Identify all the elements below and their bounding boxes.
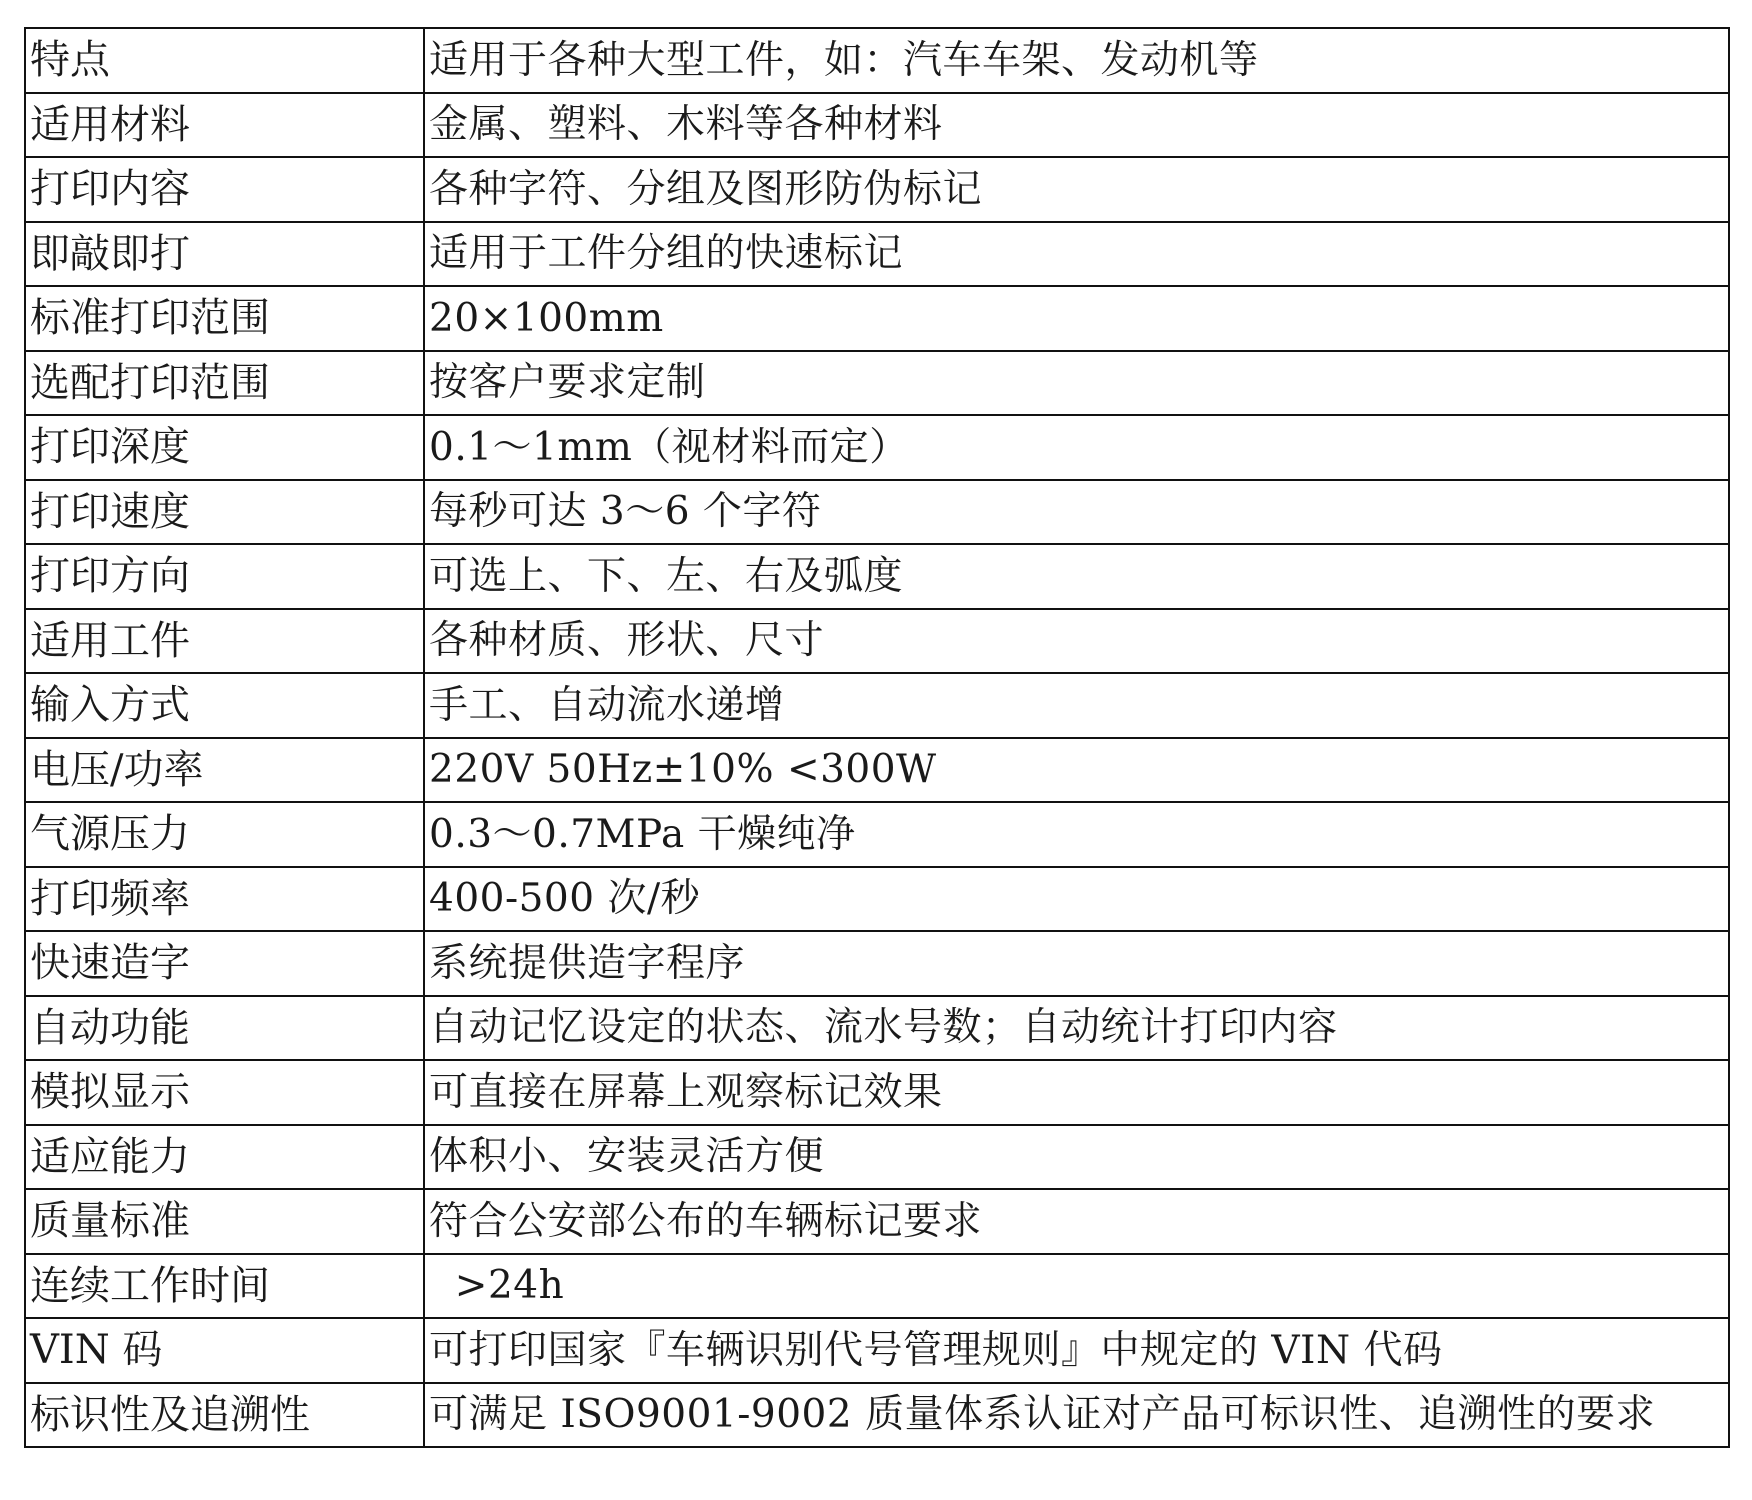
table-row xyxy=(25,802,1729,867)
spec-label: 打印频率 xyxy=(25,867,424,932)
spec-label: 标准打印范围 xyxy=(25,286,424,351)
table-row xyxy=(25,480,1729,545)
spec-label: 电压/功率 xyxy=(25,738,424,803)
spec-value: 适用于各种大型工件，如：汽车车架、发动机等 xyxy=(424,28,1729,93)
table-row xyxy=(25,1318,1729,1383)
spec-value: 可选上、下、左、右及弧度 xyxy=(424,544,1729,609)
table-row xyxy=(25,415,1729,480)
spec-label: 快速造字 xyxy=(25,931,424,996)
spec-label: 连续工作时间 xyxy=(25,1254,424,1319)
spec-label: 打印方向 xyxy=(25,544,424,609)
spec-label: 气源压力 xyxy=(25,802,424,867)
table-row xyxy=(25,1125,1729,1190)
table-row xyxy=(25,673,1729,738)
table-row xyxy=(25,544,1729,609)
spec-value: 220V 50Hz±10% <300W xyxy=(424,738,1729,803)
spec-label: 适应能力 xyxy=(25,1125,424,1190)
table-row xyxy=(25,1189,1729,1254)
table-row xyxy=(25,157,1729,222)
spec-value: 符合公安部公布的车辆标记要求 xyxy=(424,1189,1729,1254)
spec-value: 体积小、安装灵活方便 xyxy=(424,1125,1729,1190)
spec-table-body xyxy=(25,28,1729,1447)
spec-label: 质量标准 xyxy=(25,1189,424,1254)
spec-value: 各种字符、分组及图形防伪标记 xyxy=(424,157,1729,222)
table-row xyxy=(25,28,1729,93)
table-row xyxy=(25,1254,1729,1319)
table-row xyxy=(25,996,1729,1061)
spec-value: 系统提供造字程序 xyxy=(424,931,1729,996)
table-row xyxy=(25,1060,1729,1125)
spec-value: 0.3～0.7MPa 干燥纯净 xyxy=(424,802,1729,867)
spec-value: 自动记忆设定的状态、流水号数；自动统计打印内容 xyxy=(424,996,1729,1061)
table-row xyxy=(25,351,1729,416)
table-row xyxy=(25,738,1729,803)
table-row xyxy=(25,1383,1729,1448)
spec-label: 自动功能 xyxy=(25,996,424,1061)
table-row xyxy=(25,609,1729,674)
spec-label: 即敲即打 xyxy=(25,222,424,287)
spec-value: 金属、塑料、木料等各种材料 xyxy=(424,93,1729,158)
table-row xyxy=(25,931,1729,996)
spec-value: 可直接在屏幕上观察标记效果 xyxy=(424,1060,1729,1125)
table-row xyxy=(25,867,1729,932)
spec-label: VIN 码 xyxy=(25,1318,424,1383)
spec-value: 400-500 次/秒 xyxy=(424,867,1729,932)
spec-label: 选配打印范围 xyxy=(25,351,424,416)
spec-value: 20×100mm xyxy=(424,286,1729,351)
table-row xyxy=(25,93,1729,158)
spec-value: >24h xyxy=(424,1254,1729,1319)
spec-label: 适用材料 xyxy=(25,93,424,158)
spec-label: 适用工件 xyxy=(25,609,424,674)
spec-label: 打印深度 xyxy=(25,415,424,480)
spec-label: 特点 xyxy=(25,28,424,93)
table-row xyxy=(25,286,1729,351)
spec-label: 打印内容 xyxy=(25,157,424,222)
spec-value: 每秒可达 3～6 个字符 xyxy=(424,480,1729,545)
table-row xyxy=(25,222,1729,287)
spec-value: 可满足 ISO9001-9002 质量体系认证对产品可标识性、追溯性的要求 xyxy=(424,1383,1729,1448)
spec-table xyxy=(24,27,1730,1448)
spec-label: 输入方式 xyxy=(25,673,424,738)
spec-label: 模拟显示 xyxy=(25,1060,424,1125)
spec-value: 适用于工件分组的快速标记 xyxy=(424,222,1729,287)
spec-value: 按客户要求定制 xyxy=(424,351,1729,416)
spec-label: 标识性及追溯性 xyxy=(25,1383,424,1448)
spec-label: 打印速度 xyxy=(25,480,424,545)
spec-value: 可打印国家『车辆识别代号管理规则』中规定的 VIN 代码 xyxy=(424,1318,1729,1383)
spec-value: 0.1～1mm（视材料而定） xyxy=(424,415,1729,480)
spec-value: 手工、自动流水递增 xyxy=(424,673,1729,738)
spec-value: 各种材质、形状、尺寸 xyxy=(424,609,1729,674)
